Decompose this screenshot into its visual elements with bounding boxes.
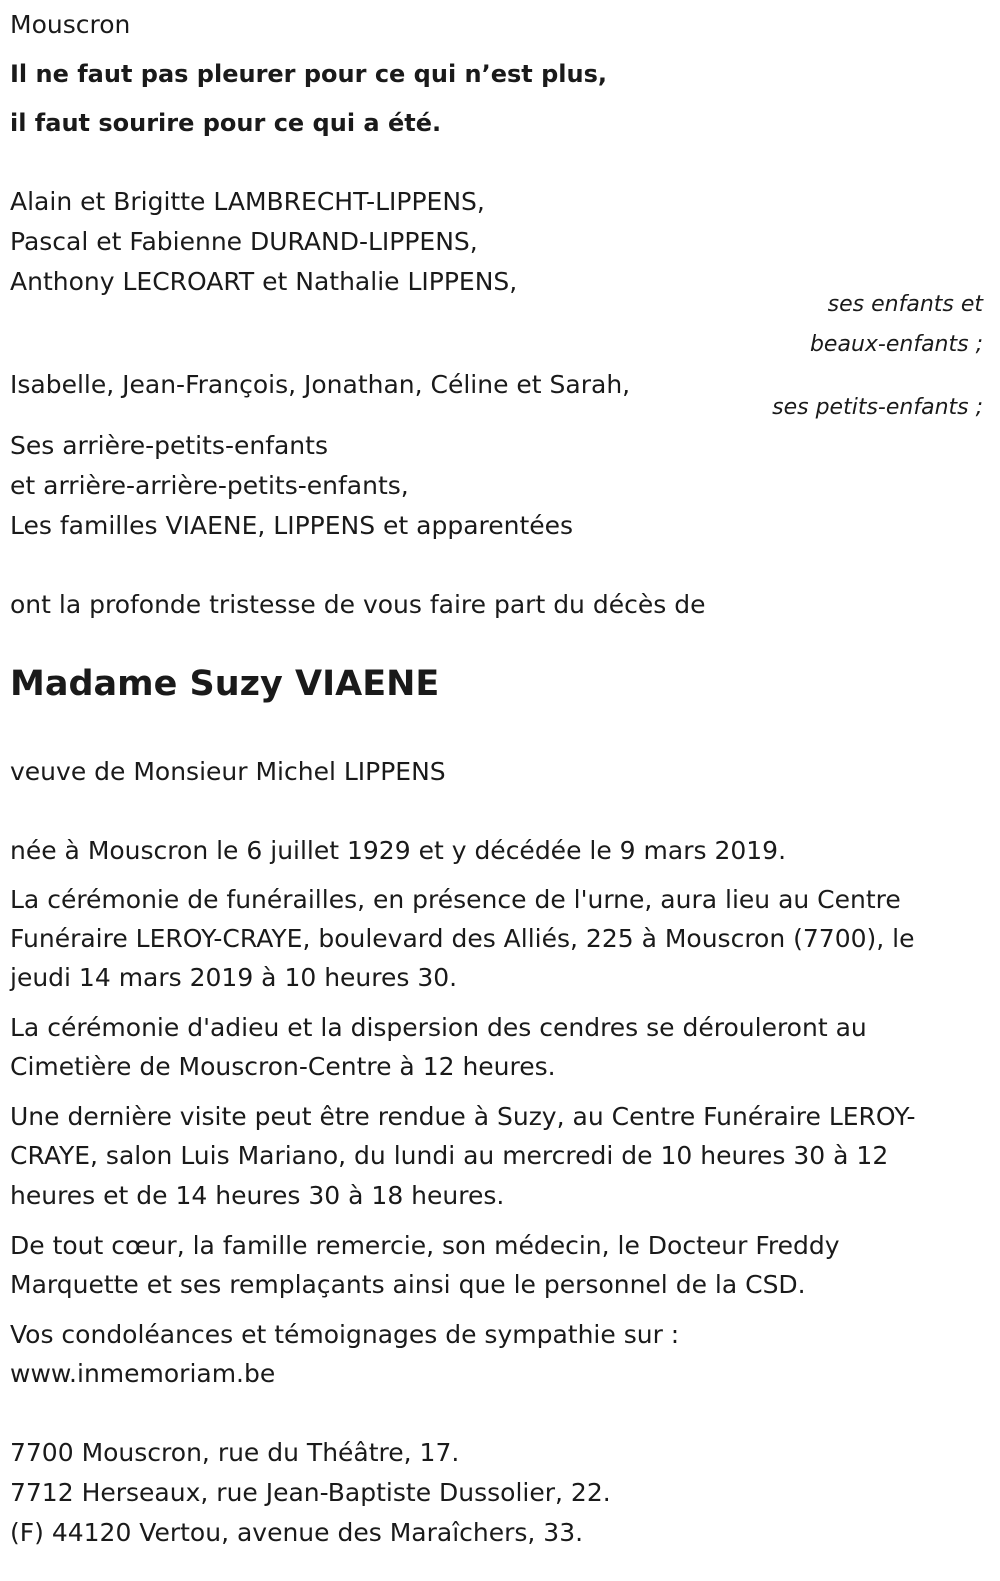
condolences-line-1: Vos condoléances et témoignages de sympathie sur :	[10, 1320, 680, 1349]
address-line-3: (F) 44120 Vertou, avenue des Maraîchers, 33.	[10, 1518, 584, 1547]
children-line-3: Anthony LECROART et Nathalie LIPPENS,	[10, 267, 518, 296]
farewell-line-1: La cérémonie d'adieu et la dispersion des cendres se dérouleront au	[10, 1013, 867, 1042]
quote-line-2: il faut sourire pour ce qui a été.	[10, 109, 442, 137]
ceremony-line-3: jeudi 14 mars 2019 à 10 heures 30.	[10, 963, 458, 992]
birth-death: née à Mouscron le 6 juillet 1929 et y décédée le 9 mars 2019.	[10, 836, 787, 865]
grandchildren: Isabelle, Jean-François, Jonathan, Céline et Sarah,	[10, 370, 631, 399]
grandchildren-role: ses petits-enfants ;	[772, 395, 983, 420]
location: Mouscron	[10, 10, 131, 39]
children-line-2: Pascal et Fabienne DURAND-LIPPENS,	[10, 227, 478, 256]
thanks-line-1: De tout cœur, la famille remercie, son médecin, le Docteur Freddy	[10, 1231, 840, 1260]
thanks-line-2: Marquette et ses remplaçants ainsi que le personnel de la CSD.	[10, 1270, 806, 1299]
widow-of: veuve de Monsieur Michel LIPPENS	[10, 757, 446, 786]
visit-line-1: Une dernière visite peut être rendue à Suzy, au Centre Funéraire LEROY-	[10, 1102, 916, 1131]
children-line-1: Alain et Brigitte LAMBRECHT-LIPPENS,	[10, 187, 485, 216]
address-line-1: 7700 Mouscron, rue du Théâtre, 17.	[10, 1438, 460, 1467]
address-line-2: 7712 Herseaux, rue Jean-Baptiste Dussolier, 22.	[10, 1478, 611, 1507]
condolences-link[interactable]: www.inmemoriam.be	[10, 1359, 276, 1388]
visit-line-3: heures et de 14 heures 30 à 18 heures.	[10, 1181, 505, 1210]
extended-family-line-1: Ses arrière-petits-enfants	[10, 431, 328, 460]
extended-family-line-2: et arrière-arrière-petits-enfants,	[10, 471, 409, 500]
extended-family-line-3: Les familles VIAENE, LIPPENS et apparentées	[10, 511, 574, 540]
ceremony-line-1: La cérémonie de funérailles, en présence de l'urne, aura lieu au Centre	[10, 885, 901, 914]
announcement: ont la profonde tristesse de vous faire part du décès de	[10, 590, 706, 619]
ceremony-line-2: Funéraire LEROY-CRAYE, boulevard des Alliés, 225 à Mouscron (7700), le	[10, 924, 915, 953]
farewell-line-2: Cimetière de Mouscron-Centre à 12 heures.	[10, 1052, 556, 1081]
quote-line-1: Il ne faut pas pleurer pour ce qui n’est plus,	[10, 60, 608, 88]
children-role-line-2: beaux-enfants ;	[809, 332, 983, 357]
children-role-line-1: ses enfants et	[827, 292, 983, 317]
deceased-name: Madame Suzy VIAENE	[10, 664, 440, 704]
visit-line-2: CRAYE, salon Luis Mariano, du lundi au mercredi de 10 heures 30 à 12	[10, 1141, 889, 1170]
